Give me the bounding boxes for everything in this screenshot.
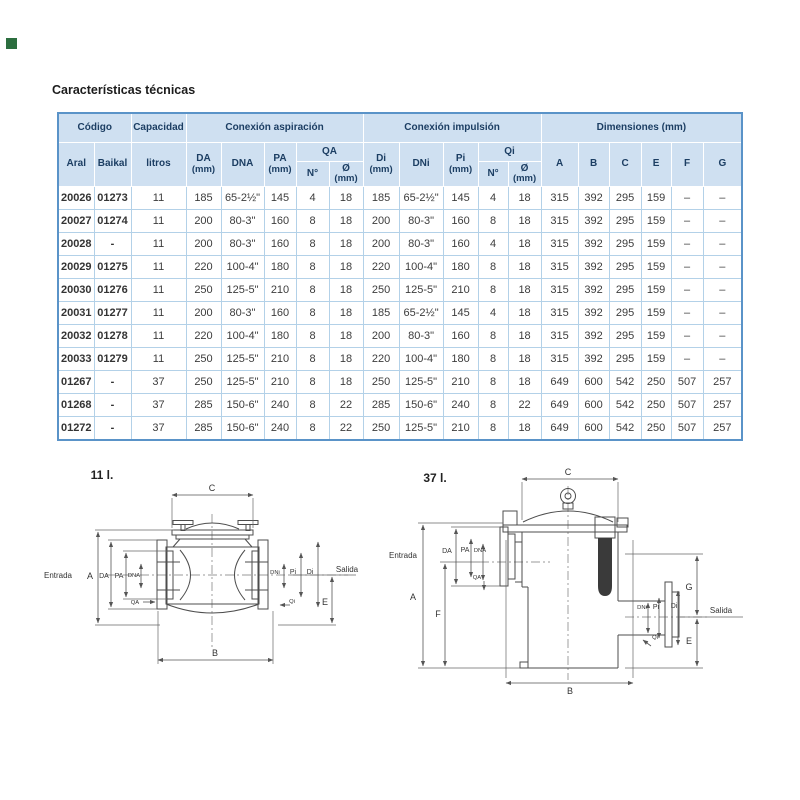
dim-label-dna-11l: DNA: [127, 573, 141, 579]
table-cell: 125-5": [399, 278, 443, 301]
table-cell: 315: [541, 209, 578, 232]
table-cell: 80-3": [221, 232, 264, 255]
col-header-qa-num: N°: [296, 161, 329, 186]
table-cell: 220: [363, 255, 399, 278]
table-cell: 37: [131, 393, 186, 416]
table-cell: 160: [443, 209, 478, 232]
table-cell: 180: [443, 255, 478, 278]
table-cell: 18: [508, 186, 541, 209]
table-cell: 392: [578, 278, 609, 301]
table-cell: 8: [296, 232, 329, 255]
table-cell: 37: [131, 416, 186, 440]
table-cell: 185: [186, 186, 221, 209]
table-cell: 18: [329, 370, 363, 393]
table-cell: 295: [609, 255, 641, 278]
col-header-pa: PA (mm): [264, 142, 296, 186]
table-cell: 250: [363, 278, 399, 301]
table-cell: 18: [329, 209, 363, 232]
dim-label-qi-11l: Qi: [289, 599, 295, 605]
dimension-lines-37l: [418, 479, 743, 683]
table-cell: –: [671, 301, 703, 324]
table-cell: 125-5": [221, 278, 264, 301]
table-cell: 250: [363, 416, 399, 440]
dim-label-c-37l: C: [564, 467, 572, 477]
diagram-37l: [385, 450, 760, 712]
table-cell: 11: [131, 278, 186, 301]
col-header-aral: Aral: [58, 142, 94, 186]
dim-label-dni-37l: DNi: [637, 605, 647, 611]
col-group-aspiracion: Conexión aspiración: [186, 113, 363, 142]
table-cell: 295: [609, 347, 641, 370]
salida-label-37l: Salida: [709, 606, 733, 615]
table-cell: 01273: [94, 186, 131, 209]
table-cell: 8: [478, 324, 508, 347]
table-cell: 185: [363, 186, 399, 209]
table-cell: 295: [609, 209, 641, 232]
table-cell: –: [671, 209, 703, 232]
table-cell: 4: [478, 186, 508, 209]
table-cell: –: [671, 232, 703, 255]
col-header-a: A: [541, 142, 578, 186]
table-body: [58, 186, 742, 440]
table-cell: 20028: [58, 232, 94, 255]
table-cell: 11: [131, 255, 186, 278]
table-cell: 210: [443, 416, 478, 440]
table-cell: 507: [671, 393, 703, 416]
table-cell: 01275: [94, 255, 131, 278]
table-cell: 210: [264, 278, 296, 301]
dim-label-dni-11l: DNi: [270, 570, 280, 576]
table-cell: 240: [264, 393, 296, 416]
table-cell: 160: [264, 232, 296, 255]
table-cell: 125-5": [221, 347, 264, 370]
table-cell: 649: [541, 393, 578, 416]
col-header-qi-num: N°: [478, 161, 508, 186]
table-cell: –: [703, 255, 742, 278]
dim-label-c-11l: C: [208, 483, 216, 493]
table-cell: 11: [131, 347, 186, 370]
salida-label-11l: Salida: [335, 565, 359, 574]
table-cell: 180: [443, 347, 478, 370]
table-cell: 295: [609, 301, 641, 324]
table-cell: 65-2½": [399, 301, 443, 324]
table-cell: 01278: [94, 324, 131, 347]
dim-label-pa-11l: PA: [114, 573, 124, 580]
table-cell: 18: [329, 278, 363, 301]
table-cell: 392: [578, 255, 609, 278]
table-cell: 8: [296, 416, 329, 440]
table-cell: 180: [264, 324, 296, 347]
table-cell: 250: [641, 370, 671, 393]
table-cell: 100-4": [221, 255, 264, 278]
table-cell: 8: [478, 393, 508, 416]
table-cell: -: [94, 416, 131, 440]
table-cell: 8: [478, 347, 508, 370]
table-cell: 315: [541, 278, 578, 301]
table-cell: 220: [363, 347, 399, 370]
table-cell: 210: [264, 347, 296, 370]
table-cell: 20030: [58, 278, 94, 301]
table-cell: 65-2½": [399, 186, 443, 209]
table-cell: 295: [609, 324, 641, 347]
table-row: [58, 370, 742, 393]
table-cell: 18: [508, 278, 541, 301]
table-cell: -: [94, 232, 131, 255]
table-cell: 649: [541, 370, 578, 393]
table-cell: –: [671, 347, 703, 370]
page-title: Características técnicas: [52, 83, 196, 97]
table-cell: 65-2½": [221, 186, 264, 209]
table-cell: 18: [508, 232, 541, 255]
table-cell: 18: [508, 324, 541, 347]
table-cell: 210: [264, 370, 296, 393]
table-cell: 507: [671, 416, 703, 440]
table-cell: 257: [703, 416, 742, 440]
table-cell: 315: [541, 347, 578, 370]
diagram-11l-title: 11 l.: [90, 468, 114, 482]
table-cell: 285: [363, 393, 399, 416]
table-row: [58, 209, 742, 232]
col-header-c: C: [609, 142, 641, 186]
table-cell: 200: [186, 232, 221, 255]
table-cell: 159: [641, 209, 671, 232]
table-row: [58, 347, 742, 370]
table-cell: 240: [443, 393, 478, 416]
table-cell: 18: [329, 347, 363, 370]
dim-label-pa-37l: PA: [460, 547, 470, 554]
table-cell: 01277: [94, 301, 131, 324]
col-header-litros: litros: [131, 142, 186, 186]
table-cell: 200: [363, 209, 399, 232]
col-group-capacidad: Capacidad: [131, 113, 186, 142]
table-cell: 4: [296, 186, 329, 209]
dim-label-qa-37l: QA: [472, 575, 482, 581]
table-cell: 159: [641, 347, 671, 370]
col-header-baikal: Baikal: [94, 142, 131, 186]
table-cell: 315: [541, 255, 578, 278]
table-cell: 18: [508, 255, 541, 278]
table-cell: 210: [443, 370, 478, 393]
table-cell: –: [671, 278, 703, 301]
table-cell: -: [94, 370, 131, 393]
table-cell: 8: [296, 347, 329, 370]
col-group-codigo: Código: [58, 113, 131, 142]
table-cell: 20031: [58, 301, 94, 324]
table-cell: 8: [296, 324, 329, 347]
table-cell: 18: [329, 324, 363, 347]
table-cell: 100-4": [221, 324, 264, 347]
dim-label-di-37l: Di: [670, 603, 678, 610]
table-cell: 18: [508, 370, 541, 393]
table-cell: 250: [641, 393, 671, 416]
dim-label-di-11l: Di: [306, 569, 314, 576]
table-cell: 542: [609, 416, 641, 440]
table-cell: –: [703, 232, 742, 255]
table-cell: 295: [609, 186, 641, 209]
table-row: [58, 393, 742, 416]
table-cell: 159: [641, 232, 671, 255]
table-cell: 01274: [94, 209, 131, 232]
table-cell: –: [671, 324, 703, 347]
table-cell: 240: [264, 416, 296, 440]
table-cell: 315: [541, 324, 578, 347]
col-header-qa: QA: [296, 142, 363, 161]
table-cell: 600: [578, 370, 609, 393]
table-cell: 11: [131, 232, 186, 255]
table-cell: 200: [186, 301, 221, 324]
table-row: [58, 186, 742, 209]
dim-label-e-37l: E: [685, 636, 693, 646]
table-cell: 18: [508, 209, 541, 232]
table-cell: 125-5": [399, 370, 443, 393]
table-cell: 125-5": [221, 370, 264, 393]
table-row: [58, 232, 742, 255]
table-cell: 11: [131, 186, 186, 209]
table-cell: 285: [186, 393, 221, 416]
col-header-f: F: [671, 142, 703, 186]
table-cell: –: [703, 278, 742, 301]
table-cell: 159: [641, 301, 671, 324]
table-cell: 01268: [58, 393, 94, 416]
table-cell: 20032: [58, 324, 94, 347]
table-cell: 507: [671, 370, 703, 393]
table-cell: 20027: [58, 209, 94, 232]
col-header-da: DA (mm): [186, 142, 221, 186]
table-cell: 600: [578, 416, 609, 440]
dim-label-da-11l: DA: [99, 573, 109, 580]
table-cell: 8: [478, 416, 508, 440]
filter-body-drawing-11l: [106, 514, 348, 648]
table-cell: 200: [363, 324, 399, 347]
table-cell: 22: [329, 416, 363, 440]
table-cell: 20029: [58, 255, 94, 278]
table-cell: 01267: [58, 370, 94, 393]
table-cell: 200: [186, 209, 221, 232]
table-cell: 18: [329, 232, 363, 255]
table-cell: 315: [541, 232, 578, 255]
table-cell: 295: [609, 278, 641, 301]
diagram-11l: [40, 452, 370, 687]
dim-label-g-37l: G: [685, 582, 693, 592]
diagram-37l-title: 37 l.: [423, 471, 447, 485]
col-group-dimensiones: Dimensiones (mm): [541, 113, 742, 142]
table-cell: 392: [578, 301, 609, 324]
col-header-dna: DNA: [221, 142, 264, 186]
table-cell: 150-6": [399, 393, 443, 416]
table-cell: 220: [186, 324, 221, 347]
table-cell: 22: [329, 393, 363, 416]
entrada-label-11l: Entrada: [43, 571, 73, 580]
table-cell: –: [703, 301, 742, 324]
table-cell: 159: [641, 324, 671, 347]
table-cell: 8: [296, 278, 329, 301]
table-cell: 18: [329, 255, 363, 278]
table-cell: 8: [296, 393, 329, 416]
table-cell: 600: [578, 393, 609, 416]
table-cell: 160: [264, 209, 296, 232]
table-cell: 160: [443, 324, 478, 347]
col-header-dni: DNi: [399, 142, 443, 186]
table-cell: 80-3": [221, 301, 264, 324]
table-cell: 160: [443, 232, 478, 255]
dim-label-f-37l: F: [435, 609, 441, 619]
table-cell: 150-6": [221, 416, 264, 440]
table-cell: 392: [578, 232, 609, 255]
table-cell: 80-3": [399, 232, 443, 255]
table-cell: 37: [131, 370, 186, 393]
dim-label-da-37l: DA: [442, 548, 452, 555]
table-cell: -: [94, 393, 131, 416]
table-cell: 295: [609, 232, 641, 255]
table-cell: 18: [508, 347, 541, 370]
table-cell: 250: [363, 370, 399, 393]
table-cell: 250: [186, 370, 221, 393]
dim-label-b-11l: B: [211, 648, 219, 658]
table-cell: 80-3": [399, 324, 443, 347]
col-header-pi: Pi (mm): [443, 142, 478, 186]
table-cell: 145: [443, 301, 478, 324]
table-cell: 8: [478, 278, 508, 301]
table-cell: 257: [703, 393, 742, 416]
table-cell: 392: [578, 209, 609, 232]
table-cell: –: [703, 186, 742, 209]
table-cell: 11: [131, 209, 186, 232]
table-cell: 18: [329, 301, 363, 324]
table-cell: 185: [363, 301, 399, 324]
table-cell: 159: [641, 255, 671, 278]
filter-body-drawing-37l: [480, 486, 707, 680]
table-cell: 250: [641, 416, 671, 440]
table-cell: 250: [186, 278, 221, 301]
table-cell: 542: [609, 393, 641, 416]
table-cell: 11: [131, 301, 186, 324]
table-cell: –: [703, 209, 742, 232]
table-cell: 4: [478, 232, 508, 255]
table-cell: 150-6": [221, 393, 264, 416]
table-cell: 649: [541, 416, 578, 440]
dim-label-dna-37l: DNA: [473, 548, 487, 554]
table-cell: 180: [264, 255, 296, 278]
col-header-qi-diam: Ø (mm): [508, 161, 541, 186]
col-header-qi: Qi: [478, 142, 541, 161]
table-cell: 542: [609, 370, 641, 393]
dim-label-pi-37l: Pi: [652, 604, 660, 611]
col-header-e: E: [641, 142, 671, 186]
dim-label-qi-37l: Qi: [652, 635, 658, 641]
table-cell: 18: [508, 301, 541, 324]
entrada-label-37l: Entrada: [388, 551, 418, 560]
table-cell: 8: [478, 255, 508, 278]
table-cell: 20026: [58, 186, 94, 209]
table-cell: 4: [478, 301, 508, 324]
table-cell: 80-3": [399, 209, 443, 232]
table-cell: 18: [329, 186, 363, 209]
table-cell: 01276: [94, 278, 131, 301]
table-cell: 8: [296, 301, 329, 324]
table-cell: 220: [186, 255, 221, 278]
table-cell: 159: [641, 186, 671, 209]
table-cell: 22: [508, 393, 541, 416]
table-cell: –: [671, 186, 703, 209]
table-cell: 11: [131, 324, 186, 347]
table-cell: –: [703, 347, 742, 370]
table-cell: 80-3": [221, 209, 264, 232]
table-row: [58, 416, 742, 440]
dim-label-qa-11l: QA: [130, 600, 140, 606]
dim-label-b-37l: B: [566, 686, 574, 696]
col-header-qa-diam: Ø (mm): [329, 161, 363, 186]
table-cell: 159: [641, 278, 671, 301]
table-header: [58, 113, 742, 186]
table-cell: 250: [186, 347, 221, 370]
corner-marker: [6, 38, 17, 49]
table-cell: 01272: [58, 416, 94, 440]
col-header-di: Di (mm): [363, 142, 399, 186]
dimension-lines-11l: [95, 495, 356, 664]
table-cell: 200: [363, 232, 399, 255]
table-row: [58, 255, 742, 278]
table-cell: 8: [478, 209, 508, 232]
table-cell: 8: [478, 370, 508, 393]
col-group-impulsion: Conexión impulsión: [363, 113, 541, 142]
table-cell: 257: [703, 370, 742, 393]
table-cell: 8: [296, 209, 329, 232]
table-row: [58, 324, 742, 347]
table-cell: 210: [443, 278, 478, 301]
table-cell: 20033: [58, 347, 94, 370]
table-row: [58, 278, 742, 301]
table-cell: –: [703, 324, 742, 347]
table-cell: 100-4": [399, 347, 443, 370]
table-cell: 315: [541, 186, 578, 209]
table-cell: 392: [578, 324, 609, 347]
dim-label-a-37l: A: [409, 592, 417, 602]
table-cell: 145: [264, 186, 296, 209]
table-row: [58, 301, 742, 324]
table-cell: –: [671, 255, 703, 278]
dim-label-pi-11l: Pi: [289, 569, 297, 576]
table-cell: 315: [541, 301, 578, 324]
table-cell: 8: [296, 370, 329, 393]
table-cell: 160: [264, 301, 296, 324]
dim-label-a-11l: A: [86, 571, 94, 581]
table-cell: 392: [578, 186, 609, 209]
table-cell: 285: [186, 416, 221, 440]
table-cell: 145: [443, 186, 478, 209]
dim-label-e-11l: E: [321, 597, 329, 607]
table-cell: 8: [296, 255, 329, 278]
table-cell: 392: [578, 347, 609, 370]
table-cell: 100-4": [399, 255, 443, 278]
table-cell: 125-5": [399, 416, 443, 440]
table-cell: 18: [508, 416, 541, 440]
col-header-g: G: [703, 142, 742, 186]
specs-table: [57, 112, 743, 441]
table-cell: 01279: [94, 347, 131, 370]
col-header-b: B: [578, 142, 609, 186]
